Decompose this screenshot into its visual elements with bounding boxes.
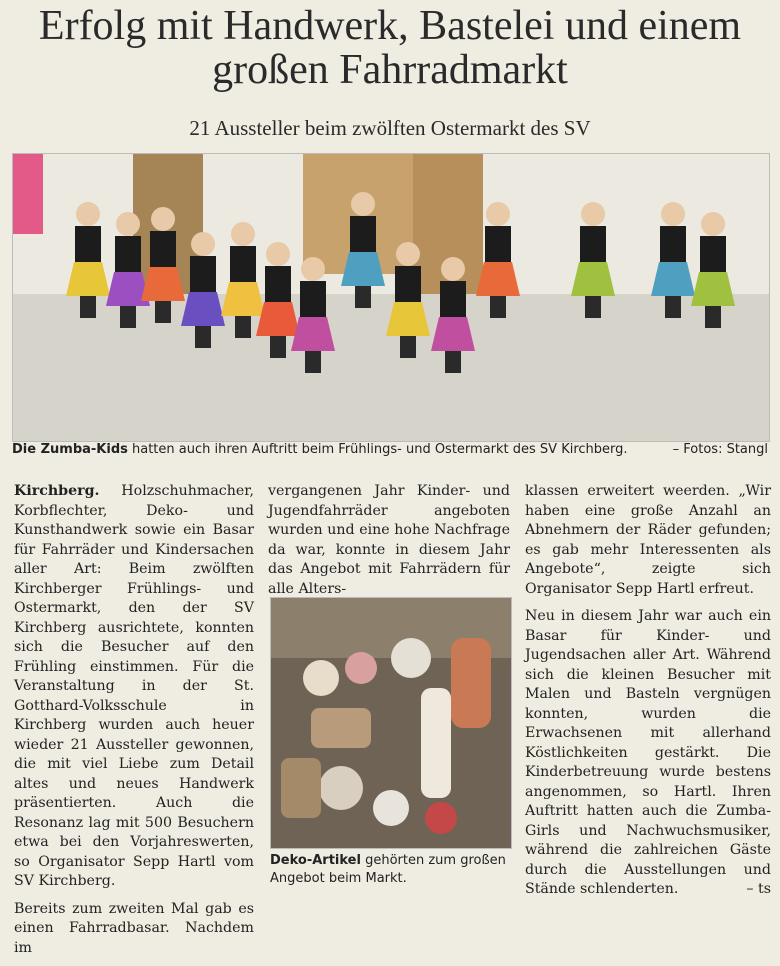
dateline: Kirchberg.: [14, 483, 100, 499]
child-body: [350, 216, 376, 254]
child-legs: [665, 296, 681, 318]
child-body: [580, 226, 606, 264]
child-legs: [490, 296, 506, 318]
paragraph: vergangenen Jahr Kinder- und Jugendfahrräder angeboten wurden und eine hohe Nachfrage da war, konnte in diesem Jahr das Angebot mit Fahrrädern für alle Alters-: [268, 483, 510, 597]
child-head: [581, 202, 605, 226]
child-body: [395, 266, 421, 304]
child-legs: [195, 326, 211, 348]
child-head: [231, 222, 255, 246]
paragraph: klassen erweitert weerden. „Wir haben eine große Anzahl an Abnehmern der Räder gefunden; es gab mehr Interessenten als Angebote“, zeigte sich Organisator Sepp Hartl erfreut.: [525, 483, 771, 597]
child-legs: [585, 296, 601, 318]
child-head: [441, 257, 465, 281]
caption-rest: gehörten zum großen Angebot beim Markt.: [270, 853, 506, 886]
headline: Erfolg mit Handwerk, Bastelei und einem großen Fahrradmarkt: [38, 3, 742, 93]
child-head: [116, 212, 140, 236]
photo-credit: – Fotos: Stangl: [672, 442, 768, 457]
small-photo-caption: [270, 852, 514, 888]
child-body: [300, 281, 326, 319]
child-legs: [705, 306, 721, 328]
caption-rest: hatten auch ihren Auftritt beim Frühlings- und Ostermarkt des SV Kirchberg.: [127, 442, 628, 457]
child-legs: [305, 351, 321, 373]
deko-artikel-photo: [270, 597, 512, 849]
column-1: [14, 482, 254, 966]
signoff: – ts: [746, 881, 771, 897]
subheadline: 21 Aussteller beim zwölften Ostermarkt des SV: [189, 116, 591, 140]
child-body: [150, 231, 176, 269]
child-body: [190, 256, 216, 294]
child-head: [151, 207, 175, 231]
child-body: [660, 226, 686, 264]
child-head: [351, 192, 375, 216]
child-head: [76, 202, 100, 226]
caption-bold: Die Zumba-Kids: [12, 442, 128, 457]
caption-text: [12, 442, 628, 457]
child-body: [440, 281, 466, 319]
zumba-kids-photo: [12, 153, 770, 442]
child-legs: [155, 301, 171, 323]
main-photo-caption: [12, 442, 768, 457]
child-body: [265, 266, 291, 304]
child-legs: [235, 316, 251, 338]
child-body: [485, 226, 511, 264]
child-legs: [120, 306, 136, 328]
child-body: [75, 226, 101, 264]
child-body: [700, 236, 726, 274]
column-3: [525, 482, 771, 908]
child-body: [230, 246, 256, 284]
paragraph-text: Neu in diesem Jahr war auch ein Basar für Kinder- und Jugendsachen aller Art. Während sich die kleinen Besucher mit Malen und Basteln vergnügen konnten, wurden die Erwachsenen mit allerhand Köstlichkeiten gestärkt. Die Kinderbetreuung wurde bestens angenommen, so Hartl. Ihren Auftritt hatten auch die Zumba-Girls und Nachwuchsmusiker, während die zahlreichen Gäste durch die Ausstellungen und Stände schlenderten.: [525, 608, 771, 897]
child-body: [115, 236, 141, 274]
paragraph: [14, 482, 254, 892]
paragraph: [525, 607, 771, 900]
child-head: [191, 232, 215, 256]
child-legs: [270, 336, 286, 358]
caption-bold: Deko-Artikel: [270, 853, 361, 868]
child-head: [486, 202, 510, 226]
child-legs: [355, 286, 371, 308]
child-legs: [400, 336, 416, 358]
paragraph: Bereits zum zweiten Mal gab es einen Fahrradbasar. Nachdem im: [14, 900, 254, 956]
child-legs: [445, 351, 461, 373]
child-head: [701, 212, 725, 236]
column-2: [268, 482, 510, 607]
child-head: [301, 257, 325, 281]
child-legs: [80, 296, 96, 318]
child-head: [266, 242, 290, 266]
child-head: [396, 242, 420, 266]
child-head: [661, 202, 685, 226]
paragraph-text: Holzschuhmacher, Korbflechter, Deko- und Kunsthandwerk sowie ein Basar für Fahrräder und Kindersachen aller Art: Beim zwölften Kirchberger Frühlings- und Ostermarkt, den der SV Kirchberg ausrichtete, konnten sich die Besucher auf den Frühling einstimmen. Für die Veranstaltung in der St. Gotthard-Volksschule in Kirchberg wurden auch heuer wieder 21 Aussteller gewonnen, die mit viel Liebe zum Detail altes und neues Handwerk präsentierten. Auch die Resonanz lag mit 500 Besuchern etwa bei den Vorjahreswerten, so Organisator Sepp Hartl vom SV Kirchberg.: [14, 483, 254, 889]
